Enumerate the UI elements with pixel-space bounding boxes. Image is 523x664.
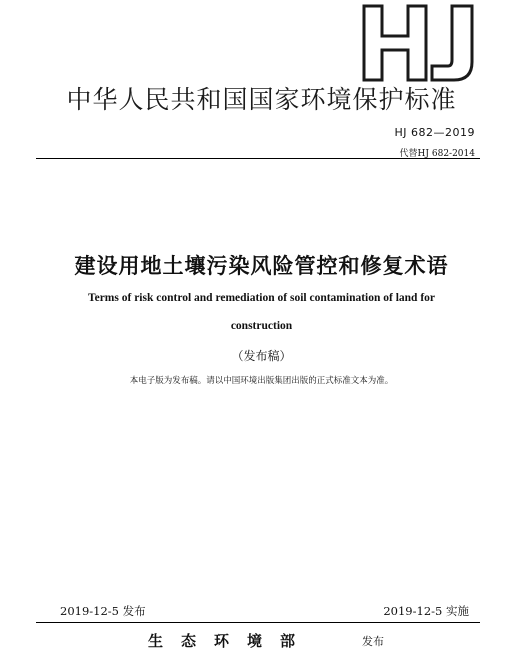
- issuing-ministry: 生态环境部: [148, 632, 314, 650]
- electronic-version-notice: 本电子版为发布稿。请以中国环境出版集团出版的正式标准文本为准。: [129, 376, 394, 386]
- issue-date: 2019-12-5 发布: [60, 604, 146, 618]
- implementation-date: 2019-12-5 实施: [383, 604, 469, 618]
- country-standard-title: 中华人民共和国国家环境保护标准: [66, 85, 457, 114]
- hj-logo: [360, 4, 478, 82]
- english-title-line-1: Terms of risk control and remediation of soil contamination of land for: [87, 292, 436, 304]
- publish-label: 发布: [362, 635, 384, 648]
- header-divider: [36, 158, 480, 159]
- standard-number: HJ 682—2019: [394, 126, 475, 139]
- release-status: （发布稿）: [231, 349, 292, 363]
- chinese-title: 建设用地土壤污染风险管控和修复术语: [74, 254, 449, 278]
- footer-divider: [36, 622, 480, 623]
- english-title-line-2: construction: [230, 320, 293, 332]
- replaces-standard: 代替HJ 682-2014: [399, 149, 475, 159]
